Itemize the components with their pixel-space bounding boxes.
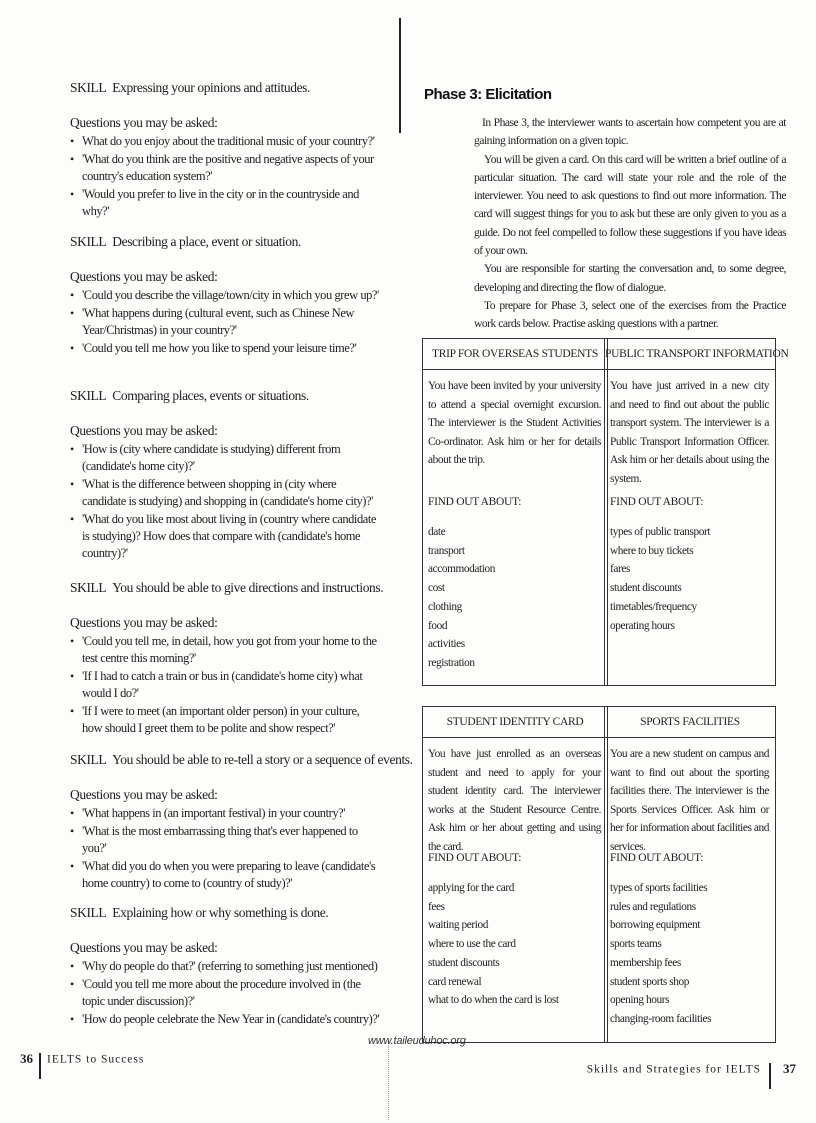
card-body: You have been invited by your university to attend a special overnight excursion. The interviewer is the Student Activities Co-ordinator. Ask him or her for details about the trip. — [428, 380, 601, 467]
intro-paragraph: You are responsible for starting the conversation and, to some degree, developing and directing the flow of dialogue. — [474, 262, 786, 294]
question-item: • 'Could you tell me more about the procedure involved in (the topic under discussion)?' — [70, 976, 380, 1010]
question-item: • 'What did you do when you were preparing to leave (candidate's home country) to come to (country of study)?' — [70, 858, 380, 892]
question-list — [70, 805, 380, 892]
work-card-transport — [604, 338, 789, 686]
card-item: applying for the card — [428, 882, 515, 894]
skill-heading — [70, 905, 380, 921]
skill-heading — [70, 234, 380, 250]
card-item: student discounts — [610, 582, 682, 595]
question-item: • What do you enjoy about the traditional music of your country?' — [70, 133, 380, 150]
card-item: what to do when the card is lost — [428, 994, 559, 1007]
questions-heading: Questions you may be asked: — [70, 115, 218, 130]
question-list — [70, 958, 380, 1028]
running-title: Skills and Strategies for IELTS — [586, 1063, 761, 1076]
work-card-sports — [604, 706, 776, 1043]
card-title: PUBLIC TRANSPORT INFORMATION — [605, 339, 775, 370]
section-title: Phase 3: Elicitation — [424, 86, 552, 103]
skill-label: SKILL — [70, 905, 107, 920]
card-item: changing-room facilities — [610, 1012, 712, 1025]
skill-text: Describing a place, event or situation. — [112, 234, 301, 249]
card-item: food — [428, 619, 448, 632]
card-item: where to buy tickets — [610, 544, 694, 557]
card-title: STUDENT IDENTITY CARD — [423, 707, 607, 738]
question-item: • 'If I had to catch a train or bus in (candidate's home city) what would I do?' — [70, 668, 380, 702]
card-item: clothing — [428, 600, 462, 613]
card-item: timetables/frequency — [610, 600, 697, 613]
skill-label: SKILL — [70, 580, 107, 595]
card-item: fares — [610, 563, 630, 576]
question-item: • 'How do people celebrate the New Year in (candidate's country)?' — [70, 1011, 380, 1028]
question-item: • 'What do you think are the positive and negative aspects of your country's education system?' — [70, 151, 380, 185]
questions-heading: Questions you may be asked: — [70, 787, 218, 802]
questions-heading: Questions you may be asked: — [70, 615, 218, 630]
question-item: • 'How is (city where candidate is studying) different from (candidate's home city)?' — [70, 441, 380, 475]
card-find-out-heading: FIND OUT ABOUT: — [610, 496, 704, 508]
skill-block-directions — [70, 580, 384, 738]
right-page — [410, 0, 816, 1123]
skill-heading — [70, 752, 413, 768]
card-item: membership fees — [610, 956, 681, 969]
questions-heading: Questions you may be asked: — [70, 269, 218, 284]
card-body: You are a new student on campus and want to find out about the sporting facilities there. The interviewer is the Sports Services Officer. Ask him or her for information about facilities and services. — [610, 748, 769, 853]
question-list — [70, 633, 380, 737]
card-title: TRIP FOR OVERSEAS STUDENTS — [423, 339, 607, 370]
card-item: types of public transport — [610, 526, 711, 538]
intro-paragraph: To prepare for Phase 3, select one of the exercises from the Practice work cards below. Practise asking questions with a partner. — [474, 298, 786, 331]
card-item-list — [428, 879, 559, 1010]
skill-text: You should be able to give directions and instructions. — [112, 580, 384, 595]
question-list — [70, 287, 380, 357]
skill-heading — [70, 580, 384, 596]
page-number: 36 — [20, 1050, 33, 1066]
footer-left — [20, 1047, 144, 1073]
card-item: operating hours — [610, 619, 675, 632]
card-body: You have just enrolled as an overseas student and need to apply for your student identity card. The interviewer works at the Student Resource Centre. Ask him or her about getting and using the card. — [428, 748, 601, 853]
skill-block-describing — [70, 234, 380, 358]
intro-paragraph: In Phase 3, the interviewer wants to ascertain how competent you are at gaining information on a given topic. — [474, 116, 786, 148]
card-find-out-heading: FIND OUT ABOUT: — [610, 852, 704, 864]
spine-shadow — [388, 1040, 390, 1120]
intro-paragraph: You will be given a card. On this card will be written a brief outline of a particular situation. The card will state your role and the role of the interviewer. You need to ask questions to find out more information. The card will suggest things for you to ask but these are only given to you as a guide. Do not feel compelled to follow these suggestions if you have ideas of your own. — [474, 152, 786, 258]
skill-heading — [70, 388, 380, 404]
question-item: • 'Could you tell me, in detail, how you got from your home to the test centre this morning?' — [70, 633, 380, 667]
card-item: date — [428, 526, 446, 538]
card-title: SPORTS FACILITIES — [605, 707, 775, 738]
card-item: sports teams — [610, 938, 662, 951]
card-item: borrowing equipment — [610, 919, 700, 932]
skill-block-retell — [70, 752, 413, 893]
skill-label: SKILL — [70, 388, 107, 403]
skill-text: You should be able to re-tell a story or a sequence of events. — [112, 752, 413, 767]
question-item: • 'Would you prefer to live in the city or in the countryside and why?' — [70, 186, 380, 220]
question-item: • 'Could you describe the village/town/city in which you grew up?' — [70, 287, 380, 304]
skill-block-explaining — [70, 905, 380, 1029]
question-item: • 'What happens in (an important festival) in your country?' — [70, 805, 380, 822]
footer-divider — [769, 1063, 771, 1089]
question-item: • 'What happens during (cultural event, such as Chinese New Year/Christmas) in your country?' — [70, 305, 380, 339]
card-item-list — [610, 879, 711, 1029]
skill-label: SKILL — [70, 752, 107, 767]
questions-heading: Questions you may be asked: — [70, 940, 218, 955]
page-spine — [399, 18, 401, 133]
skill-text: Comparing places, events or situations. — [112, 388, 309, 403]
work-card-identity — [422, 706, 608, 1043]
question-item: • 'Why do people do that?' (referring to something just mentioned) — [70, 958, 380, 975]
skill-text: Explaining how or why something is done. — [112, 905, 329, 920]
running-title: IELTS to Success — [47, 1053, 145, 1066]
card-item: transport — [428, 544, 465, 557]
questions-heading: Questions you may be asked: — [70, 423, 218, 438]
question-item: • 'What do you like most about living in (country where candidate is studying)? How does that compare with (candidate's home country)?' — [70, 511, 380, 562]
question-list — [70, 441, 380, 562]
card-item: accommodation — [428, 563, 495, 576]
question-item: • 'If I were to meet (an important older person) in your culture, how should I greet them to be polite and show respect?' — [70, 703, 380, 737]
card-item: fees — [428, 900, 445, 913]
question-item: • 'What is the most embarrassing thing that's ever happened to you?' — [70, 823, 380, 857]
footer-divider — [39, 1053, 41, 1079]
card-item: where to use the card — [428, 938, 516, 951]
skill-label: SKILL — [70, 234, 107, 249]
skill-heading — [70, 80, 380, 96]
card-item: opening hours — [610, 994, 670, 1007]
card-item: activities — [428, 638, 465, 651]
card-item: student discounts — [428, 956, 500, 969]
skill-block-opinions — [70, 80, 380, 221]
card-item: types of sports facilities — [610, 882, 708, 894]
card-find-out-heading: FIND OUT ABOUT: — [428, 496, 522, 508]
watermark-url: www.taileuduhoc.org — [368, 1035, 466, 1047]
footer-right — [587, 1057, 796, 1083]
skill-text: Expressing your opinions and attitudes. — [112, 80, 311, 95]
question-item: • 'What is the difference between shopping in (city where candidate is studying) and shopping in (candidate's home city)?' — [70, 476, 380, 510]
question-item: • 'Could you tell me how you like to spend your leisure time?' — [70, 340, 380, 357]
card-item-list — [610, 523, 710, 635]
page-number: 37 — [783, 1060, 796, 1076]
card-item: rules and regulations — [610, 900, 696, 913]
skill-label: SKILL — [70, 80, 107, 95]
intro-text — [474, 114, 786, 334]
work-card-trip — [422, 338, 608, 686]
card-item: card renewal — [428, 975, 482, 988]
card-item: waiting period — [428, 919, 488, 932]
card-item: registration — [428, 656, 475, 669]
question-list — [70, 133, 380, 220]
card-item: student sports shop — [610, 975, 690, 988]
card-item-list — [428, 523, 495, 673]
card-item: cost — [428, 582, 445, 595]
skill-block-comparing — [70, 388, 380, 563]
card-body: You have just arrived in a new city and need to find out about the public transport system. The interviewer is a Public Transport Information Officer. Ask him or her details about using the system. — [610, 380, 769, 485]
card-find-out-heading: FIND OUT ABOUT: — [428, 852, 522, 864]
